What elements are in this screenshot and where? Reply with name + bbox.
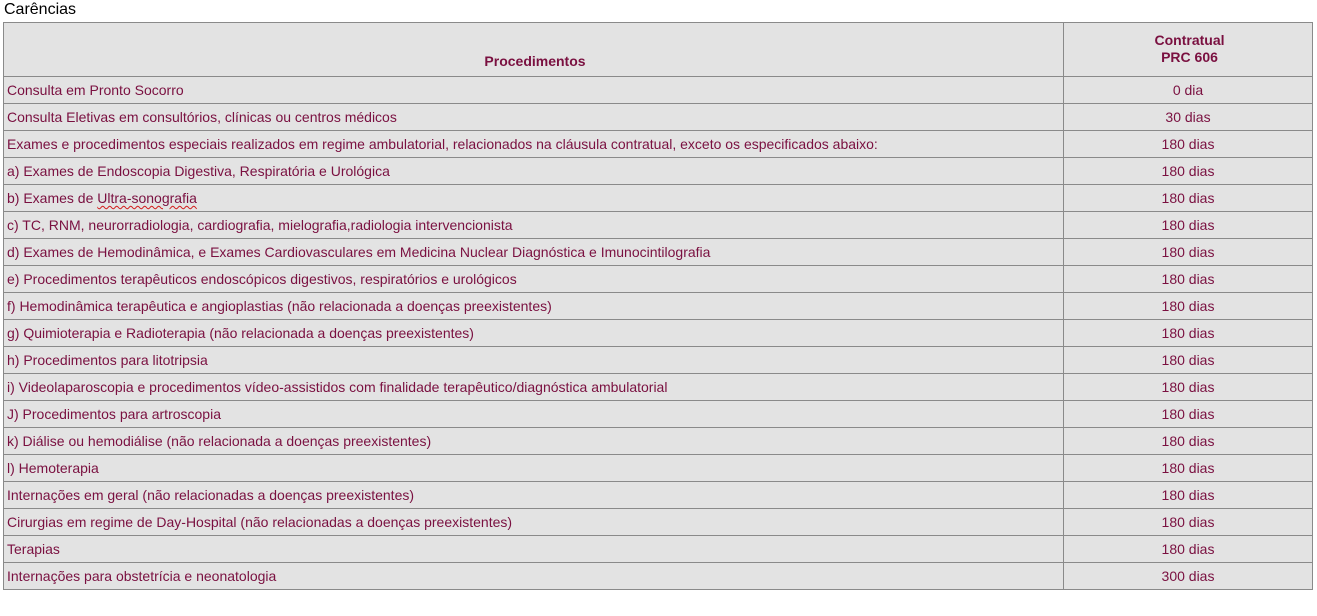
carencia-value-cell: 180 dias — [1064, 374, 1313, 401]
table-row — [4, 455, 1313, 482]
carencia-value-cell: 300 dias — [1064, 563, 1313, 590]
procedure-cell: f) Hemodinâmica terapêutica e angioplastias (não relacionada a doenças preexistentes) — [4, 293, 1064, 320]
procedure-cell: Terapias — [4, 536, 1064, 563]
procedure-cell: l) Hemoterapia — [4, 455, 1064, 482]
procedure-cell: i) Videolaparoscopia e procedimentos vídeo-assistidos com finalidade terapêutico/diagnóstica ambulatorial — [4, 374, 1064, 401]
page-title: Carências — [4, 1, 77, 18]
procedure-cell: c) TC, RNM, neurorradiologia, cardiografia, mielografia,radiologia intervencionista — [4, 212, 1064, 239]
carencia-value-cell: 180 dias — [1064, 482, 1313, 509]
carencia-value-cell: 180 dias — [1064, 428, 1313, 455]
header-contratual — [1064, 23, 1313, 77]
procedure-cell: g) Quimioterapia e Radioterapia (não relacionada a doenças preexistentes) — [4, 320, 1064, 347]
procedure-cell: k) Diálise ou hemodiálise (não relacionada a doenças preexistentes) — [4, 428, 1064, 455]
carencia-value-cell: 180 dias — [1064, 401, 1313, 428]
table-row — [4, 428, 1313, 455]
carencia-value-cell: 180 dias — [1064, 158, 1313, 185]
carencia-value-cell: 180 dias — [1064, 131, 1313, 158]
table-row — [4, 482, 1313, 509]
procedure-cell: e) Procedimentos terapêuticos endoscópicos digestivos, respiratórios e urológicos — [4, 266, 1064, 293]
carencia-value-cell: 30 dias — [1064, 104, 1313, 131]
table-row — [4, 185, 1313, 212]
carencia-value-cell: 180 dias — [1064, 455, 1313, 482]
table-row — [4, 563, 1313, 590]
table-row — [4, 401, 1313, 428]
procedure-cell: Internações para obstetrícia e neonatologia — [4, 563, 1064, 590]
table-row — [4, 374, 1313, 401]
table-row — [4, 320, 1313, 347]
table-row — [4, 509, 1313, 536]
procedure-cell: Cirurgias em regime de Day-Hospital (não relacionadas a doenças preexistentes) — [4, 509, 1064, 536]
carencia-value-cell: 180 dias — [1064, 293, 1313, 320]
carencia-value-cell: 180 dias — [1064, 266, 1313, 293]
header-contratual-line2: PRC 606 — [1161, 48, 1218, 65]
carencia-value-cell: 180 dias — [1064, 239, 1313, 266]
procedure-cell: d) Exames de Hemodinâmica, e Exames Cardiovasculares em Medicina Nuclear Diagnóstica e Imunocintilografia — [4, 239, 1064, 266]
table-row — [4, 77, 1313, 104]
procedure-cell: Consulta Eletivas em consultórios, clínicas ou centros médicos — [4, 104, 1064, 131]
procedure-prefix: b) Exames de — [7, 190, 98, 206]
table-row — [4, 266, 1313, 293]
carencia-value-cell: 180 dias — [1064, 185, 1313, 212]
header-contratual-line1: Contratual — [1154, 31, 1225, 48]
carencia-value-cell: 0 dia — [1064, 77, 1313, 104]
table-row — [4, 212, 1313, 239]
table-row — [4, 104, 1313, 131]
spellcheck-flagged-word: Ultra-sonografia — [97, 190, 197, 206]
procedure-cell: a) Exames de Endoscopia Digestiva, Respiratória e Urológica — [4, 158, 1064, 185]
procedure-cell: Internações em geral (não relacionadas a doenças preexistentes) — [4, 482, 1064, 509]
table-row — [4, 293, 1313, 320]
procedure-cell: Consulta em Pronto Socorro — [4, 77, 1064, 104]
procedure-cell: h) Procedimentos para litotripsia — [4, 347, 1064, 374]
table-row — [4, 347, 1313, 374]
table-row — [4, 239, 1313, 266]
carencia-value-cell: 180 dias — [1064, 212, 1313, 239]
header-procedimentos: Procedimentos — [4, 23, 1064, 77]
procedure-cell: Exames e procedimentos especiais realizados em regime ambulatorial, relacionados na cláusula contratual, exceto os especificados abaixo: — [4, 131, 1064, 158]
procedure-cell — [4, 185, 1064, 212]
carencias-table — [3, 22, 1313, 590]
table-row — [4, 131, 1313, 158]
table-row — [4, 158, 1313, 185]
carencia-value-cell: 180 dias — [1064, 509, 1313, 536]
table-header-row — [4, 23, 1313, 77]
carencia-value-cell: 180 dias — [1064, 320, 1313, 347]
table-row — [4, 536, 1313, 563]
procedure-cell: J) Procedimentos para artroscopia — [4, 401, 1064, 428]
carencia-value-cell: 180 dias — [1064, 347, 1313, 374]
carencia-value-cell: 180 dias — [1064, 536, 1313, 563]
